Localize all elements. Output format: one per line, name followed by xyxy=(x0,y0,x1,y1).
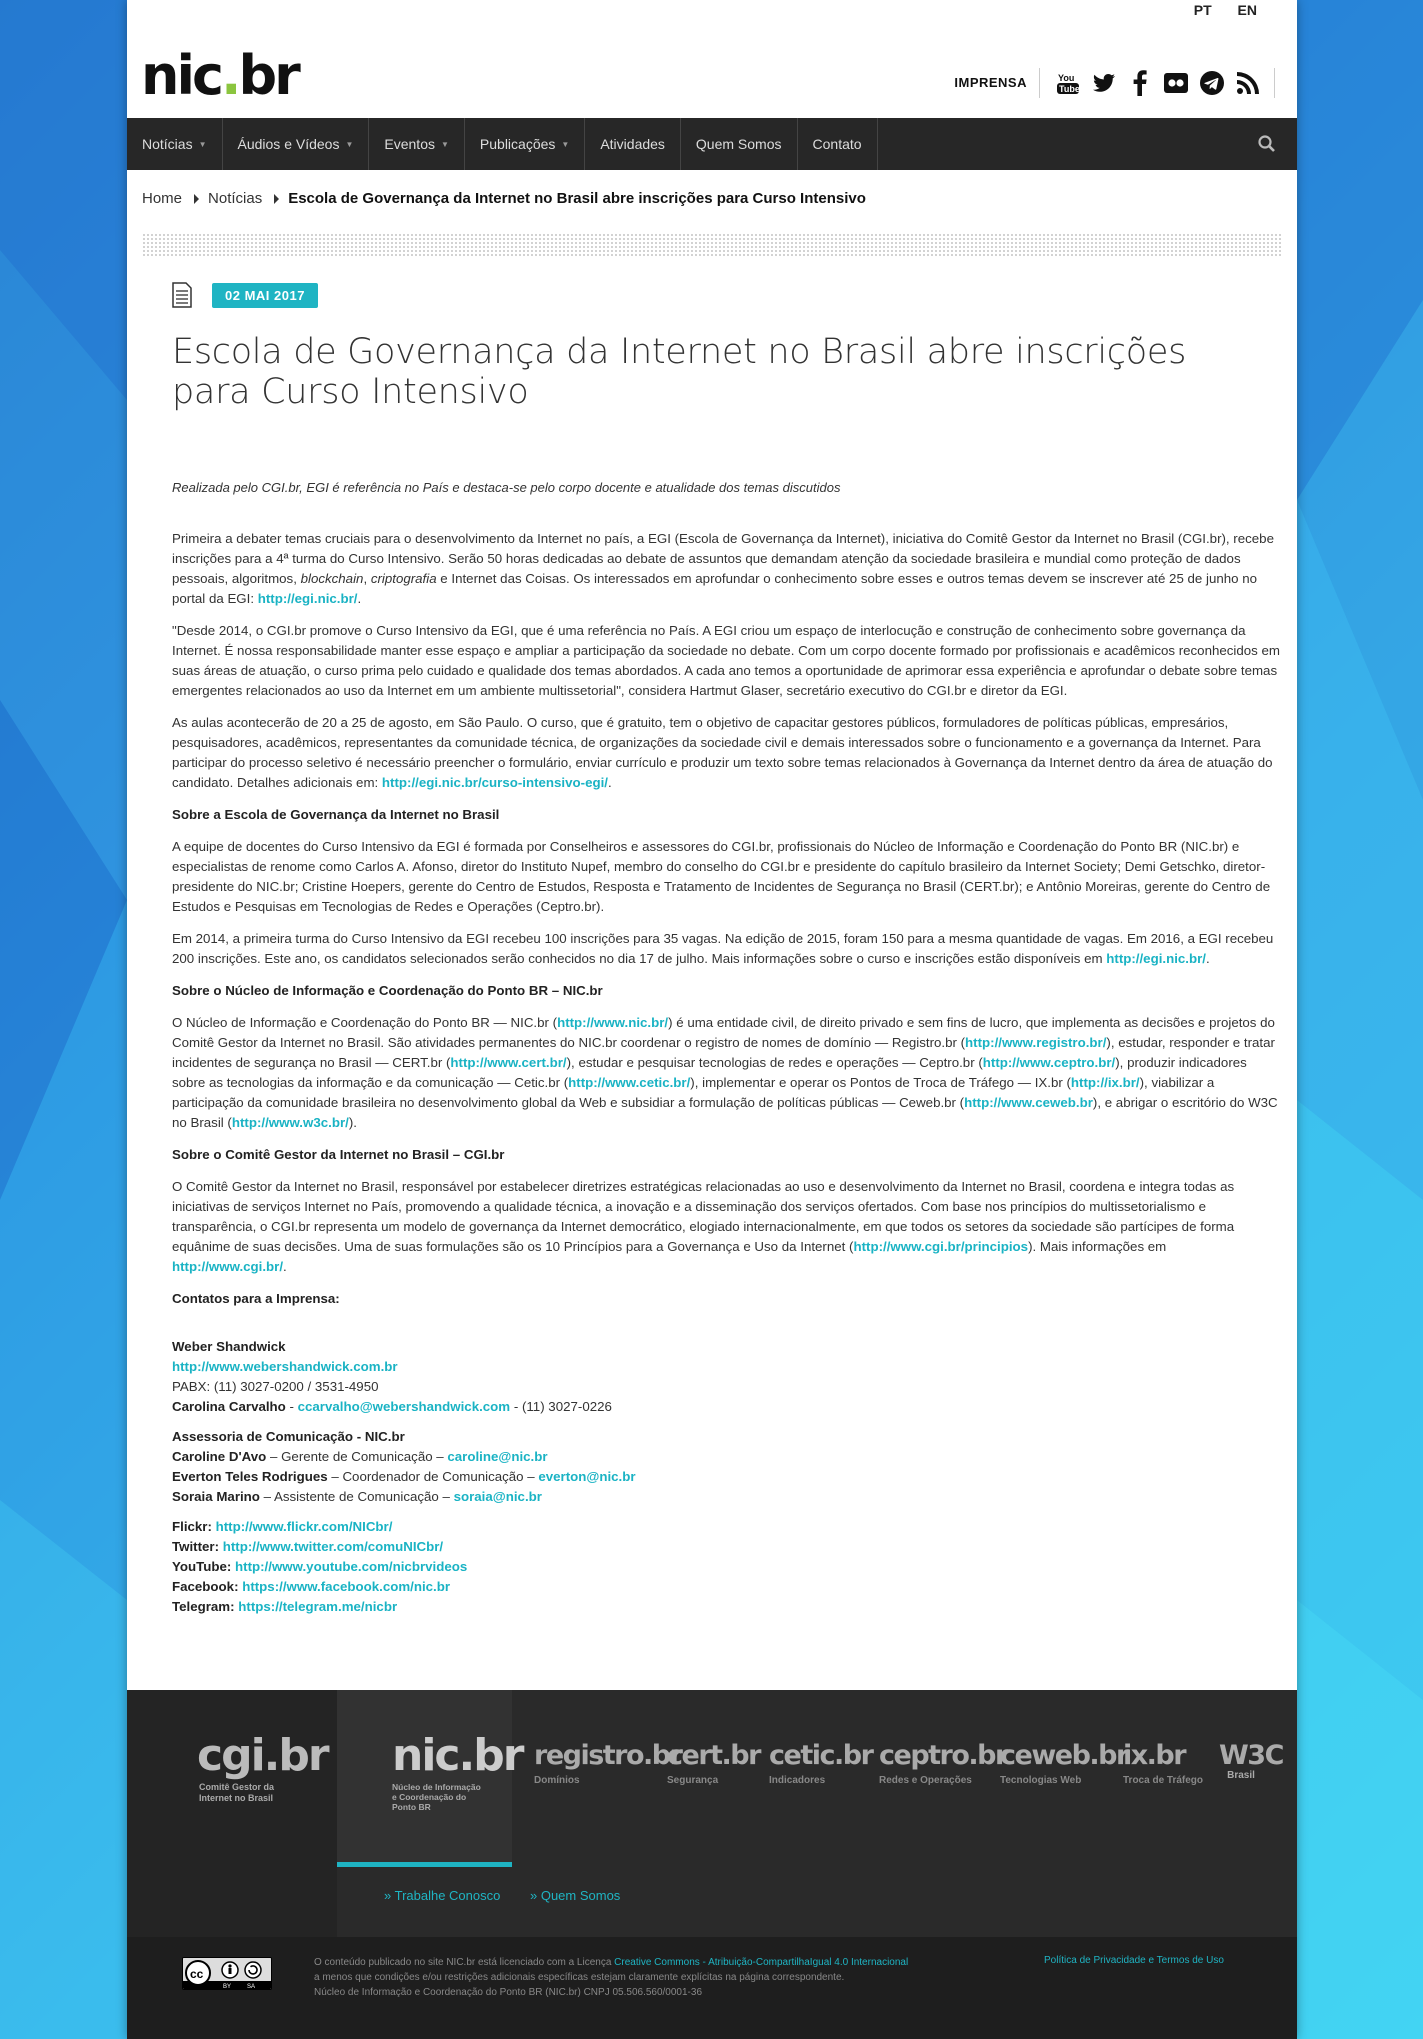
contact-person: Caroline D'Avo – Gerente de Comunicação – caroline@nic.br xyxy=(172,1449,548,1464)
footer-cgi[interactable] xyxy=(127,1690,337,1937)
cert-link[interactable]: http://www.cert.br/ xyxy=(450,1055,567,1070)
article-body xyxy=(172,529,1282,1617)
license-text: O conteúdo publicado no site NIC.br está licenciado com a Licença Creative Commons - Atribuição-CompartilhaIgual 4.0 Internacional a menos que condições e/ou restrições adicionais específicas estejam claramente explícitas na página correspondente. Núcleo de Informação e Coordenação do Ponto BR (NIC.br) CNPJ 05.506.560/0001-36 xyxy=(314,1957,909,1998)
cgi-link[interactable]: http://www.cgi.br/ xyxy=(172,1259,284,1274)
heading-contatos: Contatos para a Imprensa: xyxy=(172,1291,340,1306)
email-link[interactable]: soraia@nic.br xyxy=(453,1489,542,1504)
nic-logo[interactable] xyxy=(141,44,298,107)
cgi-logo: cgi.br xyxy=(197,1730,328,1781)
telegram-icon[interactable] xyxy=(1197,68,1227,98)
header-divider xyxy=(1274,68,1275,98)
breadcrumb-current: Escola de Governança da Internet no Brasil abre inscrições para Curso Intensivo xyxy=(288,190,866,207)
logo-nic: nic xyxy=(141,44,221,107)
article-title: Escola de Governança da Internet no Brasil abre inscrições para Curso Intensivo xyxy=(172,332,1187,412)
w3c-link[interactable]: http://www.w3c.br/ xyxy=(231,1115,349,1130)
twitter-icon[interactable] xyxy=(1089,68,1119,98)
flickr-link[interactable]: http://www.flickr.com/NICbr/ xyxy=(215,1519,393,1534)
registro-link[interactable]: http://www.registro.br/ xyxy=(965,1035,1107,1050)
telegram-link[interactable]: https://telegram.me/nicbr xyxy=(238,1599,398,1614)
article-meta xyxy=(172,280,1282,310)
nic-footer-logo: nic.br xyxy=(392,1730,523,1781)
logo-br: br xyxy=(238,44,298,107)
paragraph-3: As aulas acontecerão de 20 a 25 de agosto, em São Paulo. O curso, que é gratuito, tem o objetivo de capacitar gestores públicos, formuladores de políticas públicas, empresários, pesquisadores, acadêmicos, representantes da comunidade técnica, de organizações da sociedade civil e demais interessados sobre o funcionamento e a governança da Internet. Para participar do processo seletivo é necessário preencher o formulário, enviar currículo e produzir um texto sobre temas relacionados à Governança da Internet dentro da área de atuação do candidato. Detalhes adicionais em: http://egi.nic.br/curso-intensivo-egi/. xyxy=(172,715,1273,790)
document-icon xyxy=(172,282,192,308)
nav-audios-videos[interactable]: Áudios e Vídeos ▼ xyxy=(223,118,370,170)
social-row: Telegram: https://telegram.me/nicbr xyxy=(172,1599,398,1614)
email-link[interactable]: everton@nic.br xyxy=(538,1469,636,1484)
egi-link[interactable]: http://egi.nic.br/ xyxy=(257,591,358,606)
breadcrumb-home[interactable]: Home xyxy=(142,190,183,207)
caret-down-icon: ▼ xyxy=(561,139,570,149)
dotted-divider xyxy=(142,233,1282,257)
nav-eventos[interactable]: Eventos ▼ xyxy=(369,118,465,170)
email-link[interactable]: caroline@nic.br xyxy=(447,1449,548,1464)
nav-atividades[interactable]: Atividades xyxy=(585,118,681,170)
flickr-icon[interactable] xyxy=(1161,68,1191,98)
svg-text:Tube: Tube xyxy=(1059,84,1080,94)
social-row: Flickr: http://www.flickr.com/NICbr/ xyxy=(172,1519,393,1534)
paragraph-2: "Desde 2014, o CGI.br promove o Curso Intensivo da EGI, que é uma referência no País. A EGI criou um espaço de interlocução e construção de conhecimento sobre governança da Internet. É nossa responsabilidade manter esse espaço e ampliar a participação da sociedade no debate. Com um corpo docente formado por profissionais e acadêmicos reconhecidos em suas áreas de atuação, o curso prima pelo cuidado e qualidade dos temas abordados. A cada ano temos a oportunidade de aprimorar essa experiência e aprofundar o debate sobre temas emergentes relacionados ao uso da Internet em um ambiente multissetorial", considera Hartmut Glaser, secretário executivo do CGI.br e diretor da EGI. xyxy=(172,623,1280,698)
lang-en[interactable]: EN xyxy=(1237,2,1257,18)
cgi-principios-link[interactable]: http://www.cgi.br/principios xyxy=(853,1239,1029,1254)
footer-orgs xyxy=(127,1690,1297,1937)
footer-ceweb[interactable]: ceweb.br Tecnologias Web xyxy=(1000,1740,1128,1786)
lang-pt[interactable]: PT xyxy=(1193,2,1212,18)
breadcrumb-arrow-icon xyxy=(194,194,199,204)
footer-nic[interactable] xyxy=(337,1690,523,1867)
nav-publicacoes[interactable]: Publicações ▼ xyxy=(465,118,585,170)
facebook-icon[interactable] xyxy=(1125,68,1155,98)
rss-icon[interactable] xyxy=(1233,68,1263,98)
caret-down-icon: ▼ xyxy=(198,139,207,149)
footer-registro[interactable]: registro.br Domínios xyxy=(534,1740,682,1786)
footer-ceptro[interactable]: ceptro.br Redes e Operações xyxy=(879,1740,1007,1786)
twitter-link[interactable]: http://www.twitter.com/comuNICbr/ xyxy=(222,1539,444,1554)
breadcrumb-arrow-icon xyxy=(274,194,279,204)
paragraph-7: O Comitê Gestor da Internet no Brasil, responsável por estabelecer diretrizes estratégicas relacionadas ao uso e desenvolvimento da Internet no Brasil, coordena e integra todas as iniciativas de serviços Internet no País, promovendo a qualidade técnica, a inovação e a disseminação dos serviços ofertados. Com base nos princípios do multissetorialismo e transparência, o CGI.br representa um modelo de governança da Internet democrático, elogiado internacionalmente, em que todos os setores da sociedade são partícipes de forma equânime de suas decisões. Uma de suas formulações são os 10 Princípios para a Governança e Uso da Internet (http://www.cgi.br/principios). Mais informações em http://www.cgi.br/. xyxy=(172,1179,1235,1274)
youtube-icon[interactable] xyxy=(1053,68,1083,98)
license-link[interactable]: Creative Commons - Atribuição-CompartilhaIgual 4.0 Internacional xyxy=(614,1957,909,1968)
search-icon[interactable] xyxy=(1257,134,1277,154)
footer-cetic[interactable]: cetic.br Indicadores xyxy=(769,1740,873,1786)
ceweb-link[interactable]: http://www.ceweb.br xyxy=(964,1095,1093,1110)
heading-nic: Sobre o Núcleo de Informação e Coordenação do Ponto BR – NIC.br xyxy=(172,983,603,998)
youtube-link[interactable]: http://www.youtube.com/nicbrvideos xyxy=(235,1559,468,1574)
footer-w3c[interactable]: W3C Brasil xyxy=(1219,1740,1283,1781)
footer-ix[interactable]: ix.br Troca de Tráfego xyxy=(1123,1740,1204,1786)
cetic-link[interactable]: http://www.cetic.br/ xyxy=(568,1075,691,1090)
footer-license xyxy=(127,1937,1297,2039)
cgi-desc: Comitê Gestor da Internet no Brasil xyxy=(199,1782,275,1803)
paragraph-6: O Núcleo de Informação e Coordenação do Ponto BR — NIC.br (http://www.nic.br/) é uma entidade civil, de direito privado e sem fins de lucro, que implementa as decisões e projetos do Comitê Gestor da Internet no Brasil. São atividades permanentes do NIC.br coordenar o registro de nomes de domínio — Registro.br (http://www.registro.br/), estudar, responder e tratar incidentes de segurança no Brasil — CERT.br (http://www.cert.br/), estudar e pesquisar tecnologias de redes e operações — Ceptro.br (http://www.ceptro.br/), produzir indicadores sobre as tecnologias da informação e da comunicação — Cetic.br (http://www.cetic.br/), implementar e operar os Pontos de Troca de Tráfego — IX.br (http://ix.br/), viabilizar a participação da comunidade brasileira no desenvolvimento global da Web e subsidiar a formulação de políticas públicas — Ceweb.br (http://www.ceweb.br), e abrigar o escritório do W3C no Brasil (http://www.w3c.br/). xyxy=(172,1015,1278,1130)
article-subtitle: Realizada pelo CGI.br, EGI é referência no País e destaca-se pelo corpo docente e atualidade dos temas discutidos xyxy=(172,480,841,495)
social-row: YouTube: http://www.youtube.com/nicbrvideos xyxy=(172,1559,468,1574)
svg-text:SA: SA xyxy=(247,1984,256,1990)
egi-curso-link[interactable]: http://egi.nic.br/curso-intensivo-egi/ xyxy=(381,775,608,790)
breadcrumb-noticias[interactable]: Notícias xyxy=(208,190,263,207)
social-row: Facebook: https://www.facebook.com/nic.br xyxy=(172,1579,451,1594)
language-switcher xyxy=(1172,2,1257,18)
contact-weber: Weber Shandwick http://www.webershandwick.com.br PABX: (11) 3027-0200 / 3531-4950 Carolina Carvalho - ccarvalho@webershandwick.com - (11) 3027-0226 xyxy=(172,1339,612,1414)
heading-egi: Sobre a Escola de Governança da Internet no Brasil xyxy=(172,807,500,822)
social-links xyxy=(172,1517,1282,1617)
caret-down-icon: ▼ xyxy=(345,139,354,149)
paragraph-1: Primeira a debater temas cruciais para o desenvolvimento da Internet no país, a EGI (Escola de Governança da Internet), iniciativa do Comitê Gestor da Internet no Brasil (CGI.br), recebe inscrições para a 4ª turma do Curso Intensivo. Serão 50 horas dedicadas ao debate de assuntos que demandam atenção da sociedade brasileira e mundial como proteção de dados pessoais, algoritmos, blockchain, criptografia e Internet das Coisas. Os interessados em aprofundar o conhecimento sobre esses e outros temas devem se inscrever até 25 de junho no portal da EGI: http://egi.nic.br/. xyxy=(172,531,1274,606)
article xyxy=(172,280,1282,1627)
header-social xyxy=(954,66,1275,100)
ix-link[interactable]: http://ix.br/ xyxy=(1070,1075,1140,1090)
nav-noticias[interactable]: Notícias ▼ xyxy=(127,118,223,170)
paragraph-5: Em 2014, a primeira turma do Curso Intensivo da EGI recebeu 100 inscrições para 35 vagas. Na edição de 2015, foram 150 para a mesma quantidade de vagas. Em 2016, a EGI recebeu 200 inscrições. Este ano, os candidatos selecionados serão conhecidos no dia 17 de julho. Mais informações sobre o curso e inscrições estão disponíveis em http://egi.nic.br/. xyxy=(172,931,1274,966)
imprensa-link[interactable]: IMPRENSA xyxy=(954,68,1040,98)
creative-commons-badge-icon[interactable] xyxy=(182,1957,272,1990)
caret-down-icon: ▼ xyxy=(440,139,449,149)
carolina-email-link[interactable]: ccarvalho@webershandwick.com xyxy=(297,1399,511,1414)
heading-cgi: Sobre o Comitê Gestor da Internet no Brasil – CGI.br xyxy=(172,1147,505,1162)
weber-link[interactable]: http://www.webershandwick.com.br xyxy=(172,1359,398,1374)
footer-cert[interactable]: cert.br Segurança xyxy=(667,1740,760,1786)
svg-text:cc: cc xyxy=(190,1967,204,1981)
press-contacts xyxy=(172,1337,1282,1617)
nav-contato[interactable]: Contato xyxy=(798,118,878,170)
social-row: Twitter: http://www.twitter.com/comuNICbr/ xyxy=(172,1539,444,1554)
privacy-link[interactable]: Política de Privacidade e Termos de Uso xyxy=(1044,1955,1224,1966)
trabalhe-conosco-link[interactable]: » Trabalhe Conosco xyxy=(384,1888,501,1903)
contact-person: Everton Teles Rodrigues – Coordenador de Comunicação – everton@nic.br xyxy=(172,1469,636,1484)
contact-person: Soraia Marino – Assistente de Comunicação – soraia@nic.br xyxy=(172,1489,542,1504)
page-container xyxy=(127,0,1297,2039)
footer-links xyxy=(384,1888,646,1903)
svg-text:BY: BY xyxy=(223,1984,232,1990)
paragraph-4: A equipe de docentes do Curso Intensivo da EGI é formada por Conselheiros e assessores do CGI.br, profissionais do Núcleo de Informação e Coordenação do Ponto BR (NIC.br) e especialistas de renome como Carlos A. Afonso, diretor do Instituto Nupef, membro do conselho do CGI.br e presidente do capítulo brasileiro da Internet Society; Demi Getschko, diretor-presidente do NIC.br; Cristine Hoepers, gerente do Centro de Estudos, Resposta e Tratamento de Incidentes de Segurança no Brasil (CERT.br); e Antônio Moreiras, gerente do Centro de Estudos e Pesquisas em Tecnologias de Redes e Operações (Ceptro.br). xyxy=(172,839,1271,914)
main-nav xyxy=(127,118,1297,170)
contact-assessoria: Assessoria de Comunicação - NIC.br Caroline D'Avo – Gerente de Comunicação – caroline@nic.br Everton Teles Rodrigues – Coordenador de Comunicação – everton@nic.br Soraia Marino – Assistente de Comunicação – soraia@nic.br xyxy=(172,1427,1282,1507)
nic-desc: Núcleo de Informação e Coordenação do Ponto BR xyxy=(392,1782,481,1812)
article-date-badge: 02 MAI 2017 xyxy=(212,283,318,308)
ceptro-link[interactable]: http://www.ceptro.br/ xyxy=(982,1055,1116,1070)
nav-quem-somos[interactable]: Quem Somos xyxy=(681,118,798,170)
breadcrumb xyxy=(142,190,866,207)
facebook-link[interactable]: https://www.facebook.com/nic.br xyxy=(242,1579,451,1594)
egi-link-2[interactable]: http://egi.nic.br/ xyxy=(1106,951,1206,966)
logo-dot: . xyxy=(220,44,239,107)
nic-link[interactable]: http://www.nic.br/ xyxy=(557,1015,669,1030)
svg-text:You: You xyxy=(1058,73,1075,83)
quem-somos-link[interactable]: » Quem Somos xyxy=(529,1888,621,1903)
